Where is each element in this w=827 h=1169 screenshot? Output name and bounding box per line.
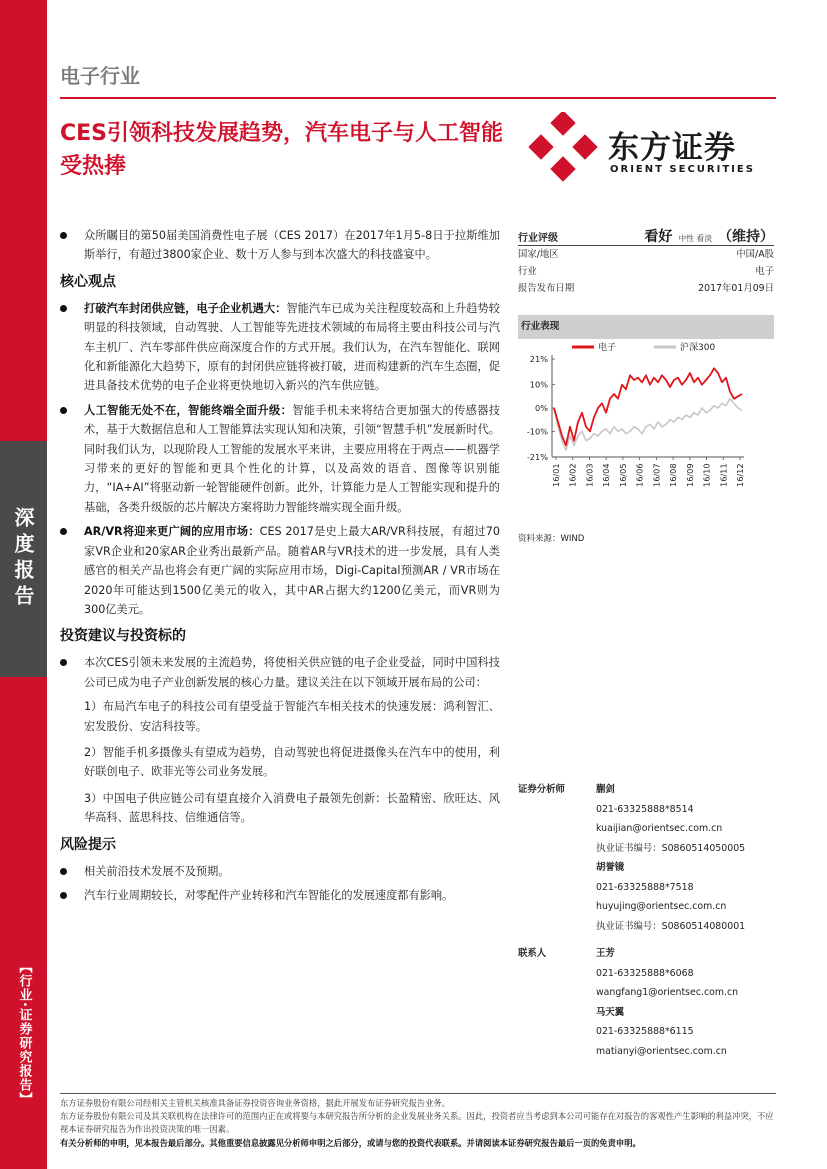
info-key: 国家/地区 bbox=[518, 249, 559, 260]
analyst-tel: 021-63325888*8514 bbox=[596, 803, 694, 815]
risk-text: 相关前沿技术发展不及预期。 bbox=[84, 864, 230, 878]
invest-item: 2）智能手机多摄像头有望成为趋势，自动驾驶也将促进摄像头在汽车中的使用，利好联创电子、欧菲光等公司业务发展。 bbox=[84, 745, 500, 779]
spacer bbox=[518, 936, 774, 944]
rating-label: 行业评级 bbox=[518, 233, 558, 244]
risk-item bbox=[60, 886, 500, 905]
info-row bbox=[518, 280, 774, 297]
core-point-body: 智能汽车已成为关注程度较高和上升趋势较明显的科技领域，自动驾驶、人工智能等先进技术领域的布局将主要由科技公司与汽车主机厂、汽车零部件供应商深度合作的方式开展。我们认为，在汽车智能化、联网化和新能源化大趋势下，原有的封闭供应链将被打破，进而构建新的汽车生态圈，促进具备技术优势的电子企业将更快地切入新兴的汽车供应链。 bbox=[84, 301, 500, 393]
contact-row bbox=[518, 1003, 774, 1023]
contact-row bbox=[518, 944, 774, 964]
info-value: 电子 bbox=[755, 266, 774, 277]
legend-label: 电子 bbox=[598, 343, 617, 353]
core-point-head: AR/VR将迎来更广阔的应用市场： bbox=[84, 525, 260, 539]
core-point bbox=[60, 401, 500, 517]
logo-chinese-name: 东方证券 bbox=[608, 130, 736, 166]
y-tick-label: -21% bbox=[526, 452, 548, 462]
analyst-row bbox=[518, 819, 774, 839]
x-tick-label: 16/11 bbox=[718, 463, 729, 487]
info-value: 2017年01月09日 bbox=[698, 283, 774, 294]
section-heading-core: 核心观点 bbox=[60, 273, 116, 290]
rating-maintain: （维持） bbox=[718, 229, 774, 245]
analyst-name: 胡誉镜 bbox=[596, 862, 625, 873]
bullet-icon bbox=[60, 892, 67, 899]
info-key: 报告发布日期 bbox=[518, 283, 575, 294]
x-tick-label: 16/06 bbox=[634, 463, 645, 487]
analyst-tel: 021-63325888*7518 bbox=[596, 881, 694, 893]
risk-item bbox=[60, 862, 500, 881]
rating-row bbox=[518, 226, 774, 246]
footer-line-bold: 有关分析师的申明，见本报告最后部分。其他重要信息披露见分析师申明之后部分，或请与您的投资代表联系。并请阅读本证券研究报告最后一页的免责申明。 bbox=[60, 1137, 641, 1148]
y-tick-label: 10% bbox=[529, 379, 548, 390]
analyst-row bbox=[518, 780, 774, 800]
chart-source: 资料来源：WIND bbox=[518, 534, 585, 544]
contact-email[interactable]: wangfang1@orientsec.com.cn bbox=[596, 987, 739, 998]
x-tick-label: 16/01 bbox=[551, 463, 561, 487]
info-panel bbox=[518, 226, 774, 544]
contact-row bbox=[518, 1022, 774, 1042]
x-tick-label: 16/10 bbox=[701, 463, 712, 487]
company-logo bbox=[528, 112, 758, 182]
core-point-head: 人工智能无处不在，智能终端全面升级： bbox=[84, 403, 293, 417]
analyst-email[interactable]: kuaijian@orientsec.com.cn bbox=[596, 823, 723, 834]
analyst-email[interactable]: huyujing@orientsec.com.cn bbox=[596, 901, 727, 912]
analyst-label: 证券分析师 bbox=[518, 784, 565, 795]
analyst-row bbox=[518, 897, 774, 917]
contact-label: 联系人 bbox=[518, 948, 547, 959]
invest-intro bbox=[60, 653, 500, 692]
x-tick-label: 16/02 bbox=[567, 463, 578, 487]
y-tick-label: -10% bbox=[526, 426, 548, 437]
core-point-head: 打破汽车封闭供应链，电子企业机遇大： bbox=[84, 301, 287, 315]
contact-name: 王芳 bbox=[596, 948, 615, 959]
rating-value: 看好 bbox=[644, 229, 673, 245]
series-line bbox=[554, 399, 742, 450]
x-tick-label: 16/05 bbox=[617, 463, 628, 487]
report-type-tab: 深度报告 bbox=[0, 441, 47, 677]
performance-chart bbox=[518, 339, 774, 525]
core-point-body: CES 2017是史上最大AR/VR科技展，有超过70家VR企业和20家AR企业秀出最新产品。随着AR与VR技术的进一步发展，具有人类感官的相关产品也将会有更广阔的实际应用市场，Digi-Capital预测AR / VR市场在2020年可能达到1500亿美元的收入，其中AR占据大约1200亿美元，而VR则为300亿美元。 bbox=[84, 525, 500, 616]
risk-text: 汽车行业周期较长，对零配件产业转移和汽车智能化的发展速度都有影响。 bbox=[84, 888, 454, 902]
analyst-row bbox=[518, 839, 774, 859]
contact-tel: 021-63325888*6068 bbox=[596, 967, 694, 979]
logo-mark-icon bbox=[528, 112, 598, 182]
x-tick-label: 16/04 bbox=[601, 463, 612, 487]
analyst-cert: 执业证书编号：S0860514050005 bbox=[596, 842, 746, 854]
contact-row bbox=[518, 983, 774, 1003]
x-tick-label: 16/09 bbox=[684, 463, 695, 487]
contact-email[interactable]: matianyi@orientsec.com.cn bbox=[596, 1045, 727, 1057]
invest-item: 1）布局汽车电子的科技公司有望受益于智能汽车相关技术的快速发展：鸿利智汇、宏发股份、安洁科技等。 bbox=[84, 700, 500, 733]
section-heading-risk: 风险提示 bbox=[60, 836, 116, 853]
core-point-body: 智能手机未来将结合更加强大的传感器技术，基于大数据信息和人工智能算法实现认知和决策，引领“智慧手机”发展新时代。同时我们认为，以现阶段人工智能的发展水平来讲，主要应用将在于两点——机器学习带来的更好的智能和更具个性化的计算，以及高效的语音、图像等识别能力，“IA+AI”将驱动新一轮智能硬件创新。此外，计算能力是人工智能实现和提升的基础，各类升级版的芯片解决方案将助力智能终端实现全面升级。 bbox=[84, 403, 500, 514]
footer-line: 东方证券股份有限公司及其关联机构在法律许可的范围内正在或将要与本研究报告所分析的企业发展业务关系。因此，投资者应当考虑到本公司可能存在对报告的客观性产生影响的利益冲突，不应视本证券研究报告为作出投资决策的唯一因素。 bbox=[60, 1111, 774, 1135]
info-value: 中国/A股 bbox=[736, 249, 774, 260]
main-content bbox=[60, 226, 500, 910]
legend-label: 沪深300 bbox=[680, 343, 716, 353]
x-tick-label: 16/12 bbox=[735, 463, 745, 487]
bullet-icon bbox=[60, 305, 67, 312]
core-point bbox=[60, 522, 500, 619]
info-row bbox=[518, 246, 774, 263]
report-title: CES引领科技发展趋势，汽车电子与人工智能受热捧 bbox=[60, 121, 504, 179]
analyst-panel bbox=[518, 780, 774, 1061]
analyst-row bbox=[518, 858, 774, 878]
y-tick-label: 0% bbox=[535, 403, 548, 413]
bullet-icon bbox=[60, 407, 67, 414]
analyst-row bbox=[518, 917, 774, 937]
footer-line: 东方证券股份有限公司经相关主管机关核准具备证券投资咨询业务资格，据此开展发布证券研究报告业务。 bbox=[60, 1098, 450, 1108]
rating-options: 中性 看淡 bbox=[678, 234, 712, 243]
contact-row bbox=[518, 964, 774, 984]
bullet-icon bbox=[60, 528, 67, 535]
disclaimer-footer bbox=[60, 1093, 776, 1150]
bullet-icon bbox=[60, 868, 67, 875]
intro-paragraph bbox=[60, 226, 500, 265]
info-key: 行业 bbox=[518, 266, 537, 277]
core-point bbox=[60, 299, 500, 396]
info-row bbox=[518, 263, 774, 280]
analyst-cert: 执业证书编号：S0860514080001 bbox=[596, 920, 746, 932]
section-heading-invest: 投资建议与投资标的 bbox=[60, 628, 186, 645]
contact-row bbox=[518, 1042, 774, 1062]
chart-title: 行业表现 bbox=[518, 315, 774, 339]
bullet-icon bbox=[60, 232, 67, 239]
analyst-row bbox=[518, 878, 774, 898]
sector-name: 电子行业 bbox=[60, 64, 140, 88]
header-divider bbox=[60, 97, 776, 99]
intro-text: 众所瞩目的第50届美国消费性电子展（CES 2017）在2017年1月5-8日于拉斯维加斯举行，有超过3800家企业、数十万人参与到本次盛大的科技盛宴中。 bbox=[84, 229, 500, 262]
report-category-label: 【行业·证券研究报告】 bbox=[16, 960, 32, 1106]
bullet-icon bbox=[60, 659, 67, 666]
analyst-name: 蒯剑 bbox=[596, 784, 615, 795]
x-tick-label: 16/07 bbox=[651, 463, 662, 487]
contact-name: 马天翼 bbox=[596, 1006, 625, 1018]
invest-item: 3）中国电子供应链公司有望直接介入消费电子最领先创新：长盈精密、欣旺达、风华高科、蓝思科技、信维通信等。 bbox=[84, 791, 500, 825]
analyst-row bbox=[518, 800, 774, 820]
x-tick-label: 16/08 bbox=[668, 463, 679, 487]
y-tick-label: 21% bbox=[529, 354, 548, 364]
contact-tel: 021-63325888*6115 bbox=[596, 1026, 694, 1037]
invest-intro-text: 本次CES引领未来发展的主流趋势，将使相关供应链的电子企业受益，同时中国科技公司已成为电子产业创新发展的核心力量。建议关注在以下领域开展布局的公司： bbox=[84, 656, 500, 689]
logo-english-name: ORIENT SECURITIES bbox=[610, 164, 755, 175]
x-tick-label: 16/03 bbox=[584, 463, 595, 487]
